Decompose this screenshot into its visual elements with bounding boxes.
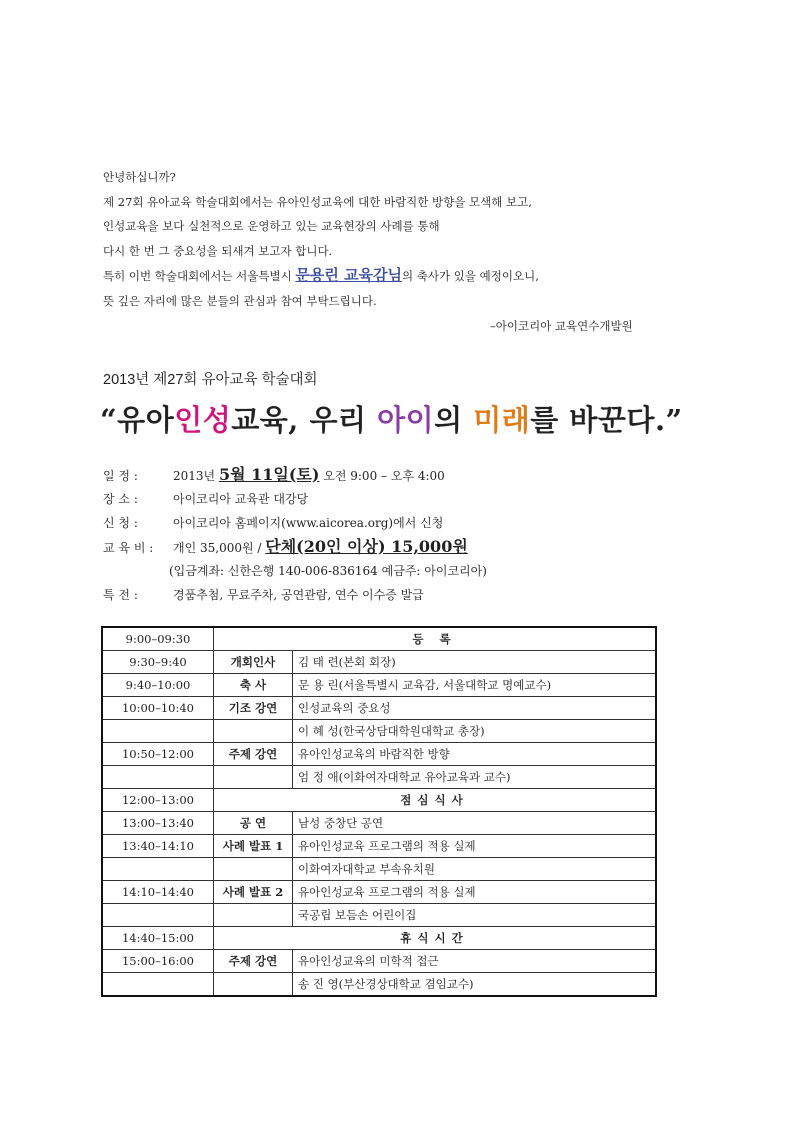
intro-fragment: 특히 이번 학술대회에서는 서울특별시 bbox=[103, 269, 296, 283]
intro-line bbox=[103, 263, 683, 289]
signature: –아이코리아 교육연수개발원 bbox=[490, 319, 633, 333]
schedule-session: 점심식사 bbox=[214, 789, 657, 812]
apply-value: 아이코리아 홈페이지(www.aicorea.org)에서 신청 bbox=[173, 516, 444, 530]
schedule-category: 주제 강연 bbox=[214, 950, 293, 973]
intro-line: 뜻 깊은 자리에 많은 분들의 관심과 참여 부탁드립니다. bbox=[103, 293, 377, 308]
schedule-description: 유아인성교육 프로그램의 적용 실제 bbox=[293, 881, 657, 904]
schedule-row bbox=[102, 973, 656, 997]
schedule-category: 축 사 bbox=[214, 674, 293, 697]
superintendent-name: 문용린 교육감님 bbox=[295, 266, 403, 284]
schedule-description: 문 용 린(서울특별시 교육감, 서울대학교 명예교수) bbox=[293, 674, 657, 697]
schedule-description: 유아인성교육의 바람직한 방향 bbox=[293, 743, 657, 766]
schedule-category: 사례 발표 2 bbox=[214, 881, 293, 904]
schedule-category bbox=[214, 904, 293, 927]
schedule-description: 국공립 보듬손 어린이집 bbox=[293, 904, 657, 927]
greeting: 안녕하십니까? bbox=[103, 170, 176, 184]
schedule-row bbox=[102, 835, 656, 858]
schedule-row bbox=[102, 950, 656, 973]
schedule-session: 휴식시간 bbox=[214, 927, 657, 950]
schedule-row bbox=[102, 881, 656, 904]
apply-label: 신 청 : bbox=[103, 516, 138, 530]
date-pre: 2013년 bbox=[173, 469, 219, 483]
intro-text bbox=[103, 165, 683, 313]
schedule-description: 엄 정 애(이화여자대학교 유아교육과 교수) bbox=[293, 766, 657, 789]
slogan-part: 미래 bbox=[473, 403, 531, 437]
schedule-row bbox=[102, 858, 656, 881]
schedule-time: 9:00–09:30 bbox=[102, 627, 214, 651]
fee-individual: 개인 35,000원 / bbox=[173, 541, 266, 555]
schedule-time: 10:50–12:00 bbox=[102, 743, 214, 766]
schedule-time: 14:10–14:40 bbox=[102, 881, 214, 904]
date-row bbox=[103, 463, 487, 487]
schedule-description: 유아인성교육의 미학적 접근 bbox=[293, 950, 657, 973]
place-row bbox=[103, 487, 487, 511]
intro-line: 인성교육을 보다 실천적으로 운영하고 있는 교육현장의 사례를 통해 bbox=[103, 219, 440, 233]
schedule-category: 공 연 bbox=[214, 812, 293, 835]
schedule-row bbox=[102, 627, 656, 651]
schedule-time bbox=[102, 720, 214, 743]
schedule-row bbox=[102, 651, 656, 674]
slogan-part: 아이 bbox=[377, 403, 435, 437]
schedule-category: 개회인사 bbox=[214, 651, 293, 674]
schedule-description: 유아인성교육 프로그램의 적용 실제 bbox=[293, 835, 657, 858]
account-info: (입금계좌: 신한은행 140-006-836164 예금주: 아이코리아) bbox=[169, 564, 487, 578]
schedule-table bbox=[101, 626, 657, 997]
schedule-time: 9:40–10:00 bbox=[102, 674, 214, 697]
schedule-time bbox=[102, 858, 214, 881]
schedule-category bbox=[214, 858, 293, 881]
schedule-row bbox=[102, 697, 656, 720]
slogan bbox=[100, 398, 683, 439]
event-date: 5월 11일(토) bbox=[218, 465, 320, 484]
schedule-time: 10:00–10:40 bbox=[102, 697, 214, 720]
schedule-row bbox=[102, 789, 656, 812]
benefit-value: 경품추첨, 무료주차, 공연관람, 연수 이수증 발급 bbox=[173, 588, 424, 602]
schedule-description: 김 태 련(본회 회장) bbox=[293, 651, 657, 674]
schedule-row bbox=[102, 720, 656, 743]
intro-line: 다시 한 번 그 중요성을 되새겨 보고자 합니다. bbox=[103, 243, 333, 258]
apply-row bbox=[103, 511, 487, 535]
schedule-description: 송 진 영(부산경상대학교 겸임교수) bbox=[293, 973, 657, 997]
schedule-category bbox=[214, 766, 293, 789]
schedule-description: 남성 중창단 공연 bbox=[293, 812, 657, 835]
fee-group: 단체(20인 이상) 15,000원 bbox=[265, 537, 468, 556]
conference-title: 2013년 제27회 유아교육 학술대회 bbox=[103, 372, 318, 388]
schedule-row bbox=[102, 766, 656, 789]
schedule-row bbox=[102, 927, 656, 950]
date-label: 일 정 : bbox=[103, 469, 138, 483]
schedule-time: 13:00–13:40 bbox=[102, 812, 214, 835]
schedule-time: 14:40–15:00 bbox=[102, 927, 214, 950]
schedule-time: 9:30–9:40 bbox=[102, 651, 214, 674]
schedule-time bbox=[102, 973, 214, 997]
schedule-row bbox=[102, 674, 656, 697]
schedule-category: 기조 강연 bbox=[214, 697, 293, 720]
schedule-description: 이 혜 성(한국상담대학원대학교 총장) bbox=[293, 720, 657, 743]
event-time: 오전 9:00 – 오후 4:00 bbox=[319, 469, 445, 483]
schedule-time: 15:00–16:00 bbox=[102, 950, 214, 973]
schedule-session: 등 록 bbox=[214, 627, 657, 651]
benefit-label: 특 전 : bbox=[103, 588, 138, 602]
place-value: 아이코리아 교육관 대강당 bbox=[173, 492, 309, 506]
slogan-part: 를 바꾼다.” bbox=[530, 403, 683, 437]
place-label: 장 소 : bbox=[103, 492, 138, 506]
schedule-description: 인성교육의 중요성 bbox=[293, 697, 657, 720]
schedule-time bbox=[102, 904, 214, 927]
slogan-part: 교육, 우리 bbox=[231, 403, 378, 437]
schedule-category bbox=[214, 720, 293, 743]
slogan-part: “유아 bbox=[100, 403, 175, 437]
intro-fragment: 의 축사가 있을 예정이오니, bbox=[402, 269, 539, 283]
intro-line: 제 27회 유아교육 학술대회에서는 유아인성교육에 대한 바람직한 방향을 모색해 보고, bbox=[103, 194, 532, 209]
fee-row bbox=[103, 535, 487, 559]
schedule-row bbox=[102, 904, 656, 927]
schedule-category bbox=[214, 973, 293, 997]
schedule-time: 13:40–14:10 bbox=[102, 835, 214, 858]
schedule-description: 이화여자대학교 부속유치원 bbox=[293, 858, 657, 881]
schedule-time bbox=[102, 766, 214, 789]
schedule-category: 사례 발표 1 bbox=[214, 835, 293, 858]
schedule-category: 주제 강연 bbox=[214, 743, 293, 766]
fee-label: 교 육 비 : bbox=[103, 541, 154, 555]
slogan-part: 의 bbox=[434, 403, 474, 437]
schedule-time: 12:00–13:00 bbox=[102, 789, 214, 812]
benefit-row bbox=[103, 583, 487, 607]
schedule-row bbox=[102, 743, 656, 766]
event-details bbox=[103, 463, 487, 607]
schedule-row bbox=[102, 812, 656, 835]
slogan-part: 인성 bbox=[174, 403, 232, 437]
